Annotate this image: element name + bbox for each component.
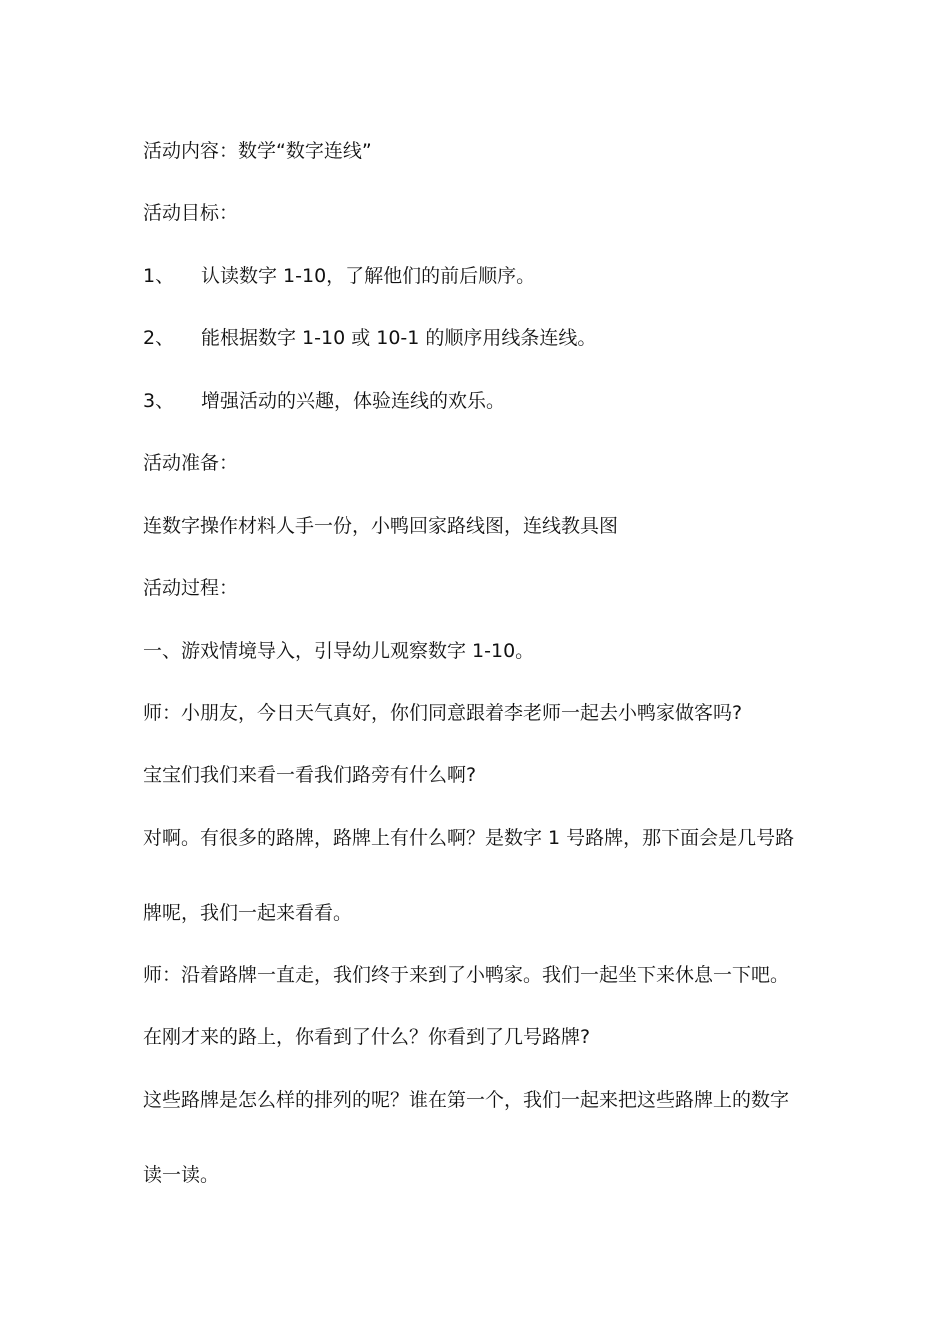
goal-text: 能根据数字 1-10 或 10-1 的顺序用线条连线。: [201, 327, 597, 349]
paragraph: 对啊。有很多的路牌，路牌上有什么啊？是数字 1 号路牌，那下面会是几号路: [143, 827, 795, 849]
goal-item: [143, 388, 823, 414]
goal-text: 认读数字 1-10，了解他们的前后顺序。: [201, 265, 536, 287]
goal-text: 增强活动的兴趣，体验连线的欢乐。: [201, 390, 506, 412]
prep-heading: 活动准备：: [143, 452, 239, 474]
paragraph: 这些路牌是怎么样的排列的呢？谁在第一个，我们一起来把这些路牌上的数字: [143, 1089, 790, 1111]
paragraph: 师：小朋友，今日天气真好，你们同意跟着李老师一起去小鸭家做客吗?: [143, 702, 743, 724]
paragraph: 读一读。: [143, 1164, 220, 1186]
process-heading: 活动过程：: [143, 577, 239, 599]
paragraph: 在刚才来的路上，你看到了什么？你看到了几号路牌?: [143, 1026, 591, 1048]
paragraph: 宝宝们我们来看一看我们路旁有什么啊?: [143, 764, 477, 786]
prep-text: 连数字操作材料人手一份，小鸭回家路线图，连线教具图: [143, 515, 619, 537]
goals-heading: 活动目标：: [143, 202, 239, 224]
paragraph: 牌呢，我们一起来看看。: [143, 902, 353, 924]
goal-number: 1、: [143, 265, 175, 287]
activity-content: 活动内容：数学“数字连线”: [143, 140, 372, 162]
paragraph: 一、游戏情境导入，引导幼儿观察数字 1-10。: [143, 640, 535, 662]
goal-item: [143, 325, 823, 351]
goal-number: 2、: [143, 327, 175, 349]
paragraph: 师：沿着路牌一直走，我们终于来到了小鸭家。我们一起坐下来休息一下吧。: [143, 964, 790, 986]
goal-item: [143, 263, 823, 289]
goal-number: 3、: [143, 390, 175, 412]
